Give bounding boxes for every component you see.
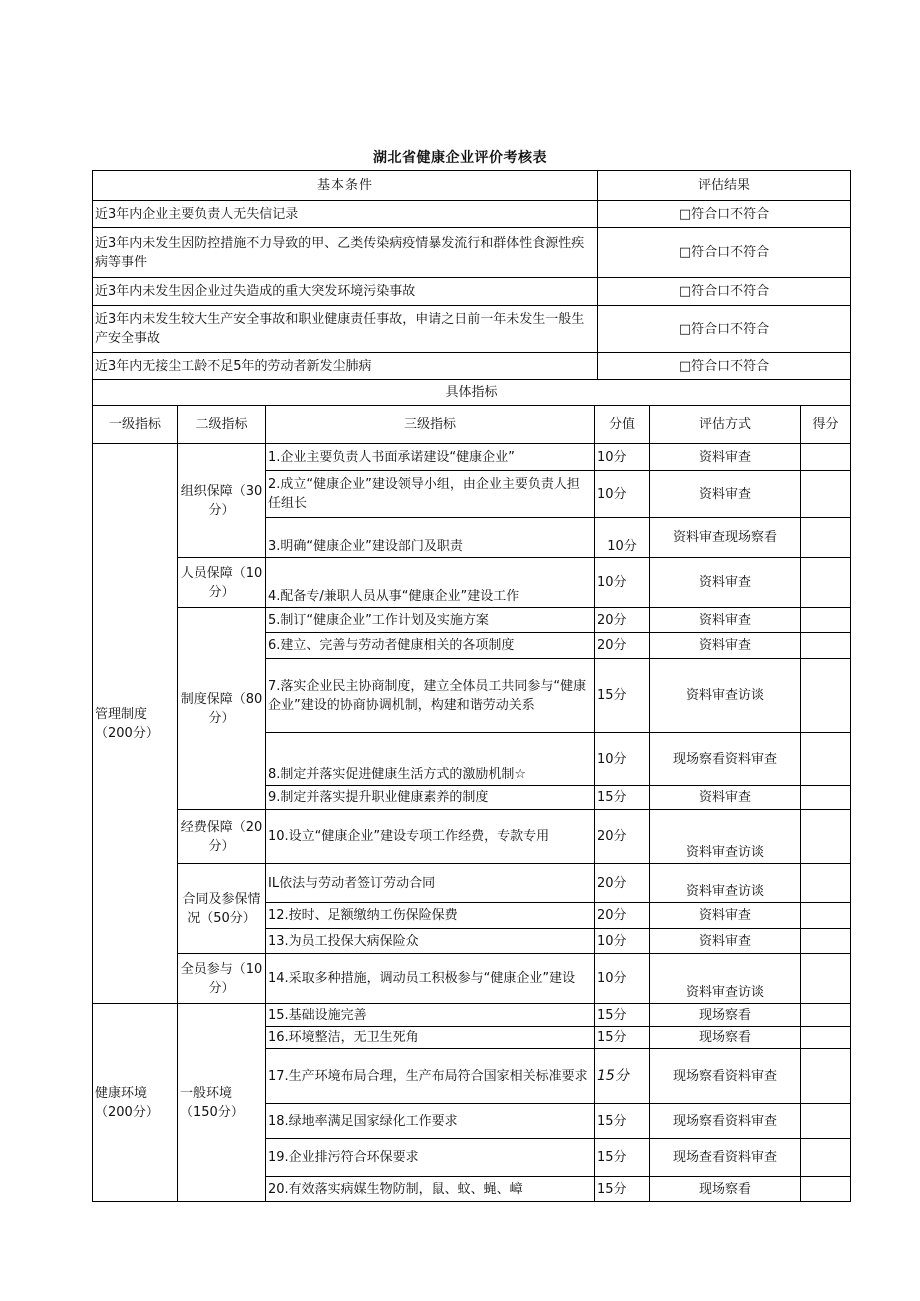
score-cell[interactable] xyxy=(801,786,851,810)
item-score: 10分 xyxy=(595,954,650,1004)
item-text: 12.按时、足额缴纳工伤保险保费 xyxy=(266,903,595,929)
item-text: 4.配备专/兼职人员从事“健康企业”建设工作 xyxy=(266,558,595,608)
l2-org: 组织保障（30分） xyxy=(178,444,266,558)
col-l2: 二级指标 xyxy=(178,406,266,444)
item-score: 10分 xyxy=(595,733,650,786)
item-score: 15分 xyxy=(595,1177,650,1202)
item-method: 资料审查 xyxy=(650,608,801,633)
result-header: 评估结果 xyxy=(598,171,851,201)
item-text: 2.成立“健康企业”建设领导小组，由企业主要负责人担任组长 xyxy=(266,471,595,518)
item-text: 19.企业排污符合环保要求 xyxy=(266,1139,595,1177)
item-text: 13.为员工投保大病保险众 xyxy=(266,929,595,954)
score-cell[interactable] xyxy=(801,1004,851,1027)
basic-conditions-table xyxy=(92,170,851,406)
l1-management: 管理制度（200分） xyxy=(93,444,178,1004)
item-text: 18.绿地率满足国家绿化工作要求 xyxy=(266,1104,595,1139)
item-score: 20分 xyxy=(595,633,650,659)
item-text: 9.制定并落实提升职业健康素养的制度 xyxy=(266,786,595,810)
score-cell[interactable] xyxy=(801,471,851,518)
item-score: 10分 xyxy=(595,929,650,954)
result-checkbox[interactable]: □符合口不符合 xyxy=(598,228,851,278)
score-cell[interactable] xyxy=(801,810,851,864)
item-text: 5.制订“健康企业”工作计划及实施方案 xyxy=(266,608,595,633)
l2-participation: 全员参与（10分） xyxy=(178,954,266,1004)
item-score: 20分 xyxy=(595,903,650,929)
item-method: 资料审查访谈 xyxy=(650,659,801,733)
specific-indicators-table xyxy=(92,405,851,1202)
score-cell[interactable] xyxy=(801,733,851,786)
score-cell[interactable] xyxy=(801,903,851,929)
item-text: 7.落实企业民主协商制度，建立全体员工共同参与“健康企业”建设的协商协调机制，构建和谐劳动关系 xyxy=(266,659,595,733)
item-text: 17.生产环境布局合理，生产布局符合国家相关标准要求 xyxy=(266,1049,595,1104)
score-cell[interactable] xyxy=(801,518,851,558)
basic-condition: 近3年内未发生较大生产安全事故和职业健康责任事故，申请之日前一年未发生一般生产安全事故 xyxy=(93,306,598,353)
item-text: 6.建立、完善与劳动者健康相关的各项制度 xyxy=(266,633,595,659)
item-text: 8.制定并落实促进健康生活方式的激励机制☆ xyxy=(266,733,595,786)
item-method: 现场查看资料审查 xyxy=(650,1139,801,1177)
score-cell[interactable] xyxy=(801,1139,851,1177)
score-cell[interactable] xyxy=(801,633,851,659)
item-method: 资料审查 xyxy=(650,786,801,810)
score-cell[interactable] xyxy=(801,1027,851,1049)
item-score: 15分 xyxy=(595,1049,650,1104)
item-method: 资料审查 xyxy=(650,471,801,518)
item-method: 资料审查访谈 xyxy=(650,864,801,903)
score-cell[interactable] xyxy=(801,608,851,633)
item-score: 10分 xyxy=(595,444,650,471)
item-score: 20分 xyxy=(595,864,650,903)
item-text: 15.基础设施完善 xyxy=(266,1004,595,1027)
item-method: 现场察看资料审查 xyxy=(650,1104,801,1139)
l2-staff: 人员保障（10分） xyxy=(178,558,266,608)
score-cell[interactable] xyxy=(801,659,851,733)
item-score: 10分 xyxy=(595,518,650,558)
basic-header: 基本条件 xyxy=(93,171,598,201)
score-cell[interactable] xyxy=(801,954,851,1004)
l1-environment: 健康环境（200分） xyxy=(93,1004,178,1202)
item-text: 1.企业主要负责人书面承诺建设“健康企业” xyxy=(266,444,595,471)
l2-system: 制度保障（80分） xyxy=(178,608,266,810)
basic-condition: 近3年内企业主要负责人无失信记录 xyxy=(93,201,598,228)
item-score: 10分 xyxy=(595,558,650,608)
item-text: 14.采取多种措施，调动员工积极参与“健康企业”建设 xyxy=(266,954,595,1004)
item-score: 15分 xyxy=(595,1004,650,1027)
item-text: 10.设立“健康企业”建设专项工作经费，专款专用 xyxy=(266,810,595,864)
item-score: 15分 xyxy=(595,1104,650,1139)
item-score: 15分 xyxy=(595,1027,650,1049)
item-method: 资料审查 xyxy=(650,929,801,954)
page-title: 湖北省健康企业评价考核表 xyxy=(373,150,547,166)
item-score: 10分 xyxy=(595,471,650,518)
item-score: 15分 xyxy=(595,786,650,810)
item-text: IL依法与劳动者签订劳动合同 xyxy=(266,864,595,903)
col-points: 得分 xyxy=(801,406,851,444)
basic-condition: 近3年内无接尘工龄不足5年的劳动者新发尘肺病 xyxy=(93,353,598,380)
item-method: 现场察看 xyxy=(650,1177,801,1202)
l2-funding: 经费保障（20分） xyxy=(178,810,266,864)
item-method: 资料审查 xyxy=(650,558,801,608)
score-cell[interactable] xyxy=(801,864,851,903)
score-cell[interactable] xyxy=(801,444,851,471)
item-method: 资料审查 xyxy=(650,633,801,659)
item-score: 15分 xyxy=(595,659,650,733)
l2-general-env: 一般环境（150分） xyxy=(178,1004,266,1202)
item-method: 现场察看资料审查 xyxy=(650,1049,801,1104)
item-method: 资料审查 xyxy=(650,444,801,471)
score-cell[interactable] xyxy=(801,1049,851,1104)
item-method: 资料审查现场察看 xyxy=(650,518,801,558)
item-score: 20分 xyxy=(595,810,650,864)
col-method: 评估方式 xyxy=(650,406,801,444)
score-cell[interactable] xyxy=(801,558,851,608)
score-cell[interactable] xyxy=(801,1104,851,1139)
col-l3: 三级指标 xyxy=(266,406,595,444)
l2-contract: 合同及参保情况（50分） xyxy=(178,864,266,954)
result-checkbox[interactable]: □符合口不符合 xyxy=(598,306,851,353)
item-score: 20分 xyxy=(595,608,650,633)
basic-condition: 近3年内未发生因防控措施不力导致的甲、乙类传染病疫情暴发流行和群体性食源性疾病等事件 xyxy=(93,228,598,278)
result-checkbox[interactable]: □符合口不符合 xyxy=(598,201,851,228)
item-text: 16.环境整洁，无卫生死角 xyxy=(266,1027,595,1049)
score-cell[interactable] xyxy=(801,1177,851,1202)
result-checkbox[interactable]: □符合口不符合 xyxy=(598,353,851,380)
item-method: 资料审查访谈 xyxy=(650,810,801,864)
item-method: 现场察看资料审查 xyxy=(650,733,801,786)
item-method: 现场察看 xyxy=(650,1027,801,1049)
item-method: 资料审查 xyxy=(650,903,801,929)
result-checkbox[interactable]: □符合口不符合 xyxy=(598,278,851,306)
col-l1: 一级指标 xyxy=(93,406,178,444)
item-method: 资料审查访谈 xyxy=(650,954,801,1004)
score-cell[interactable] xyxy=(801,929,851,954)
specific-header: 具体指标 xyxy=(93,380,851,406)
item-text: 3.明确“健康企业”建设部门及职责 xyxy=(266,518,595,558)
item-score: 15分 xyxy=(595,1139,650,1177)
item-method: 现场察看 xyxy=(650,1004,801,1027)
item-text: 20.有效落实病媒生物防制，鼠、蚊、蝇、嶂 xyxy=(266,1177,595,1202)
basic-condition: 近3年内未发生因企业过失造成的重大突发环境污染事故 xyxy=(93,278,598,306)
col-score: 分值 xyxy=(595,406,650,444)
